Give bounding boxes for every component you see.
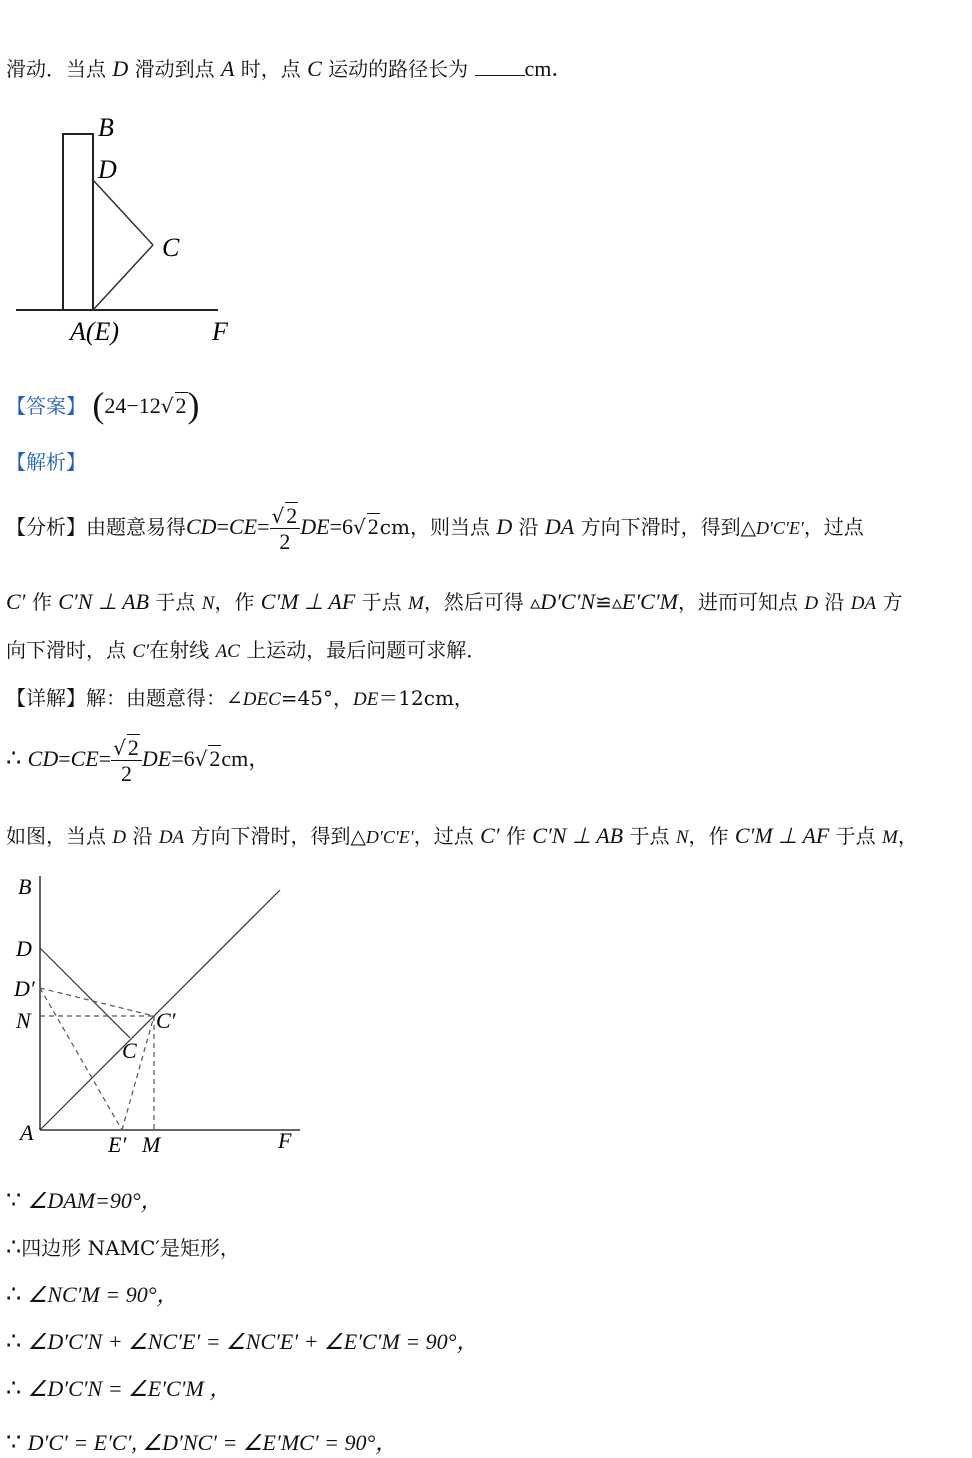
text: ，作	[214, 590, 261, 614]
therefore-symbol: ∴	[6, 745, 22, 772]
step-text: ∠D′C′N = ∠E′C′M ，	[27, 1376, 232, 1401]
paren-open: (	[92, 385, 105, 425]
text: 向下滑时，点	[6, 638, 133, 662]
sqrt-icon: √	[113, 736, 126, 760]
text: 运动的路径长为	[321, 57, 475, 81]
step-text: ∠NC′M = 90°，	[27, 1282, 179, 1307]
figure-intro-line	[6, 820, 918, 849]
num: 6	[342, 513, 354, 539]
denominator: 2	[279, 529, 291, 555]
math-var: CE	[228, 513, 258, 539]
math-var: DEC	[242, 689, 281, 710]
step-text: 四边形 NAMC′是矩形，	[21, 1236, 240, 1260]
unit: cm．	[524, 56, 574, 81]
text: 于点	[149, 590, 202, 614]
analysis-line-1	[6, 502, 864, 555]
math-var: D′C′E′	[756, 517, 804, 538]
text: 沿	[818, 590, 851, 614]
math-var: DE	[300, 513, 330, 539]
math-var: D′C′E′	[365, 827, 414, 847]
label-f: F	[278, 1128, 292, 1153]
math-var: DA	[850, 593, 877, 614]
label-n: N	[16, 1008, 31, 1033]
text: 时，点	[234, 57, 308, 81]
num: 24	[104, 393, 127, 418]
therefore-symbol: ∴	[6, 1329, 22, 1355]
sqrt-icon: √	[271, 504, 285, 528]
question-line	[6, 52, 573, 83]
segment-dc	[93, 180, 153, 245]
step-text: ∠D′C′N + ∠NC′E′ = ∠NC′E′ + ∠E′C′M = 90°，	[27, 1329, 479, 1354]
text: ，过点	[413, 824, 481, 848]
equation-line	[6, 734, 270, 787]
text: 解：由题意得：∠	[86, 686, 243, 710]
math-var: M	[882, 827, 898, 848]
because-symbol: ∵	[6, 1430, 22, 1456]
analysis-line-2	[6, 586, 902, 615]
because-symbol: ∵	[6, 1188, 22, 1214]
figure-sliding	[0, 866, 320, 1166]
sqrt-icon: √	[160, 394, 174, 418]
segment-ce	[93, 245, 153, 310]
math-var: D	[112, 56, 129, 81]
label-c: C	[162, 233, 180, 262]
step-text: D′C′ = E′C′, ∠D′NC′ = ∠E′MC′ = 90°，	[27, 1430, 398, 1455]
label-ep: E′	[108, 1132, 127, 1157]
math-expr: C′N ⊥ AB	[58, 589, 150, 614]
math-var: C	[307, 56, 322, 81]
num: 6	[183, 745, 195, 771]
eq: =	[329, 513, 343, 539]
therefore-symbol: ∴	[6, 1376, 22, 1402]
unit: cm，	[221, 745, 271, 771]
math-var: D	[804, 593, 819, 614]
segment-ep-cp	[122, 1016, 154, 1130]
text: 沿	[126, 824, 159, 848]
eq: =	[171, 745, 184, 771]
step-4	[6, 1325, 478, 1356]
label-c: C	[122, 1038, 137, 1063]
text: ，过点	[803, 514, 864, 539]
text: 滑动到点	[128, 57, 221, 81]
math-var: C′	[6, 589, 26, 614]
math-var: D	[496, 513, 513, 539]
math-var: CE	[70, 745, 99, 771]
math-var: CD	[27, 745, 59, 771]
math-expr: C′N ⊥ AB	[532, 823, 624, 848]
label-f: F	[212, 317, 228, 346]
label-b: B	[18, 874, 32, 899]
text: ，	[897, 824, 918, 848]
radicand: 2	[367, 513, 379, 539]
text: cm，则当点	[379, 514, 497, 539]
label-d: D	[98, 155, 117, 184]
math-var: DA	[158, 827, 185, 848]
sqrt-icon: √	[353, 514, 366, 539]
label-d: D	[16, 936, 32, 961]
text: 作	[25, 590, 59, 614]
label-m: M	[142, 1132, 161, 1157]
sqrt-icon: √	[194, 746, 208, 771]
step-2	[6, 1232, 240, 1262]
text: 方向下滑时，得到△	[184, 824, 366, 848]
math-var: AC	[215, 641, 240, 662]
math-var: CD	[186, 513, 217, 539]
math-var: C′	[480, 823, 500, 848]
step-5	[6, 1372, 231, 1403]
num: 12	[138, 393, 161, 418]
text: 【分析】由题意易得	[6, 514, 186, 539]
answer-blank	[475, 57, 525, 76]
math-var: D′C′N	[540, 589, 596, 614]
text: ，进而可知点	[677, 590, 805, 614]
radicand: 2	[209, 745, 221, 771]
segment-dp-cp	[40, 988, 154, 1016]
text: 在射线	[149, 638, 216, 662]
segment-dc	[40, 948, 130, 1038]
step-text: ∠DAM=90°，	[27, 1188, 163, 1213]
step-1	[6, 1184, 163, 1215]
text: 于点	[355, 590, 408, 614]
detail-label: 【详解】	[6, 686, 86, 710]
math-var: M	[407, 593, 424, 614]
math-var: E′C′M	[621, 589, 678, 614]
math-var: N	[201, 593, 215, 614]
text: ，然后可得 ▵	[423, 590, 541, 614]
detail-line	[6, 682, 474, 711]
analysis-line-3	[6, 634, 486, 663]
eq: =	[58, 745, 71, 771]
step-6	[6, 1426, 397, 1457]
fraction	[270, 502, 301, 555]
math-var: C′	[132, 641, 150, 662]
text: 方	[876, 590, 903, 614]
denominator: 2	[121, 761, 133, 787]
text: 滑动．当点	[6, 57, 113, 81]
math-var: DE	[352, 689, 379, 710]
analysis-label: 【解析】	[6, 450, 86, 474]
label-a: A	[20, 1120, 34, 1145]
text: ，作	[688, 824, 735, 848]
math-expr: C′M ⊥ AF	[260, 589, 356, 614]
radicand: 2	[127, 735, 139, 760]
text: ≌▵	[595, 590, 622, 614]
eq: =	[257, 513, 270, 539]
math-var: A	[220, 56, 235, 81]
math-var: DA	[544, 513, 575, 539]
step-3	[6, 1278, 179, 1309]
text: ＝12cm，	[378, 686, 474, 710]
therefore-symbol: ∴	[6, 1235, 22, 1261]
therefore-symbol: ∴	[6, 1282, 22, 1308]
math-var: N	[675, 827, 689, 848]
text: =45°，	[280, 686, 353, 710]
eq: =	[98, 745, 112, 771]
answer-label: 【答案】	[6, 394, 86, 418]
label-ae: A(E)	[70, 317, 120, 346]
figure-ladder	[0, 100, 260, 360]
answer-line	[6, 384, 200, 426]
label-cp: C′	[156, 1008, 176, 1033]
text: 于点	[623, 824, 676, 848]
wall-rect	[63, 134, 93, 310]
math-var: D	[112, 827, 127, 848]
text: 作	[499, 824, 533, 848]
radicand: 2	[286, 503, 298, 528]
fraction	[111, 734, 142, 787]
label-dp: D′	[14, 976, 35, 1001]
math-expr: C′M ⊥ AF	[734, 823, 830, 848]
text: 沿	[512, 514, 545, 539]
math-var: DE	[141, 745, 172, 771]
label-b: B	[98, 113, 114, 142]
eq: =	[216, 513, 229, 539]
paren-close: )	[187, 385, 200, 425]
segment-dp-ep	[40, 988, 122, 1130]
text: 方向下滑时，得到△	[574, 514, 756, 539]
text: 如图，当点	[6, 824, 113, 848]
radicand: 2	[175, 393, 187, 418]
text: 上运动，最后问题可求解．	[239, 638, 487, 662]
text: 于点	[829, 824, 883, 848]
minus: −	[126, 393, 139, 418]
